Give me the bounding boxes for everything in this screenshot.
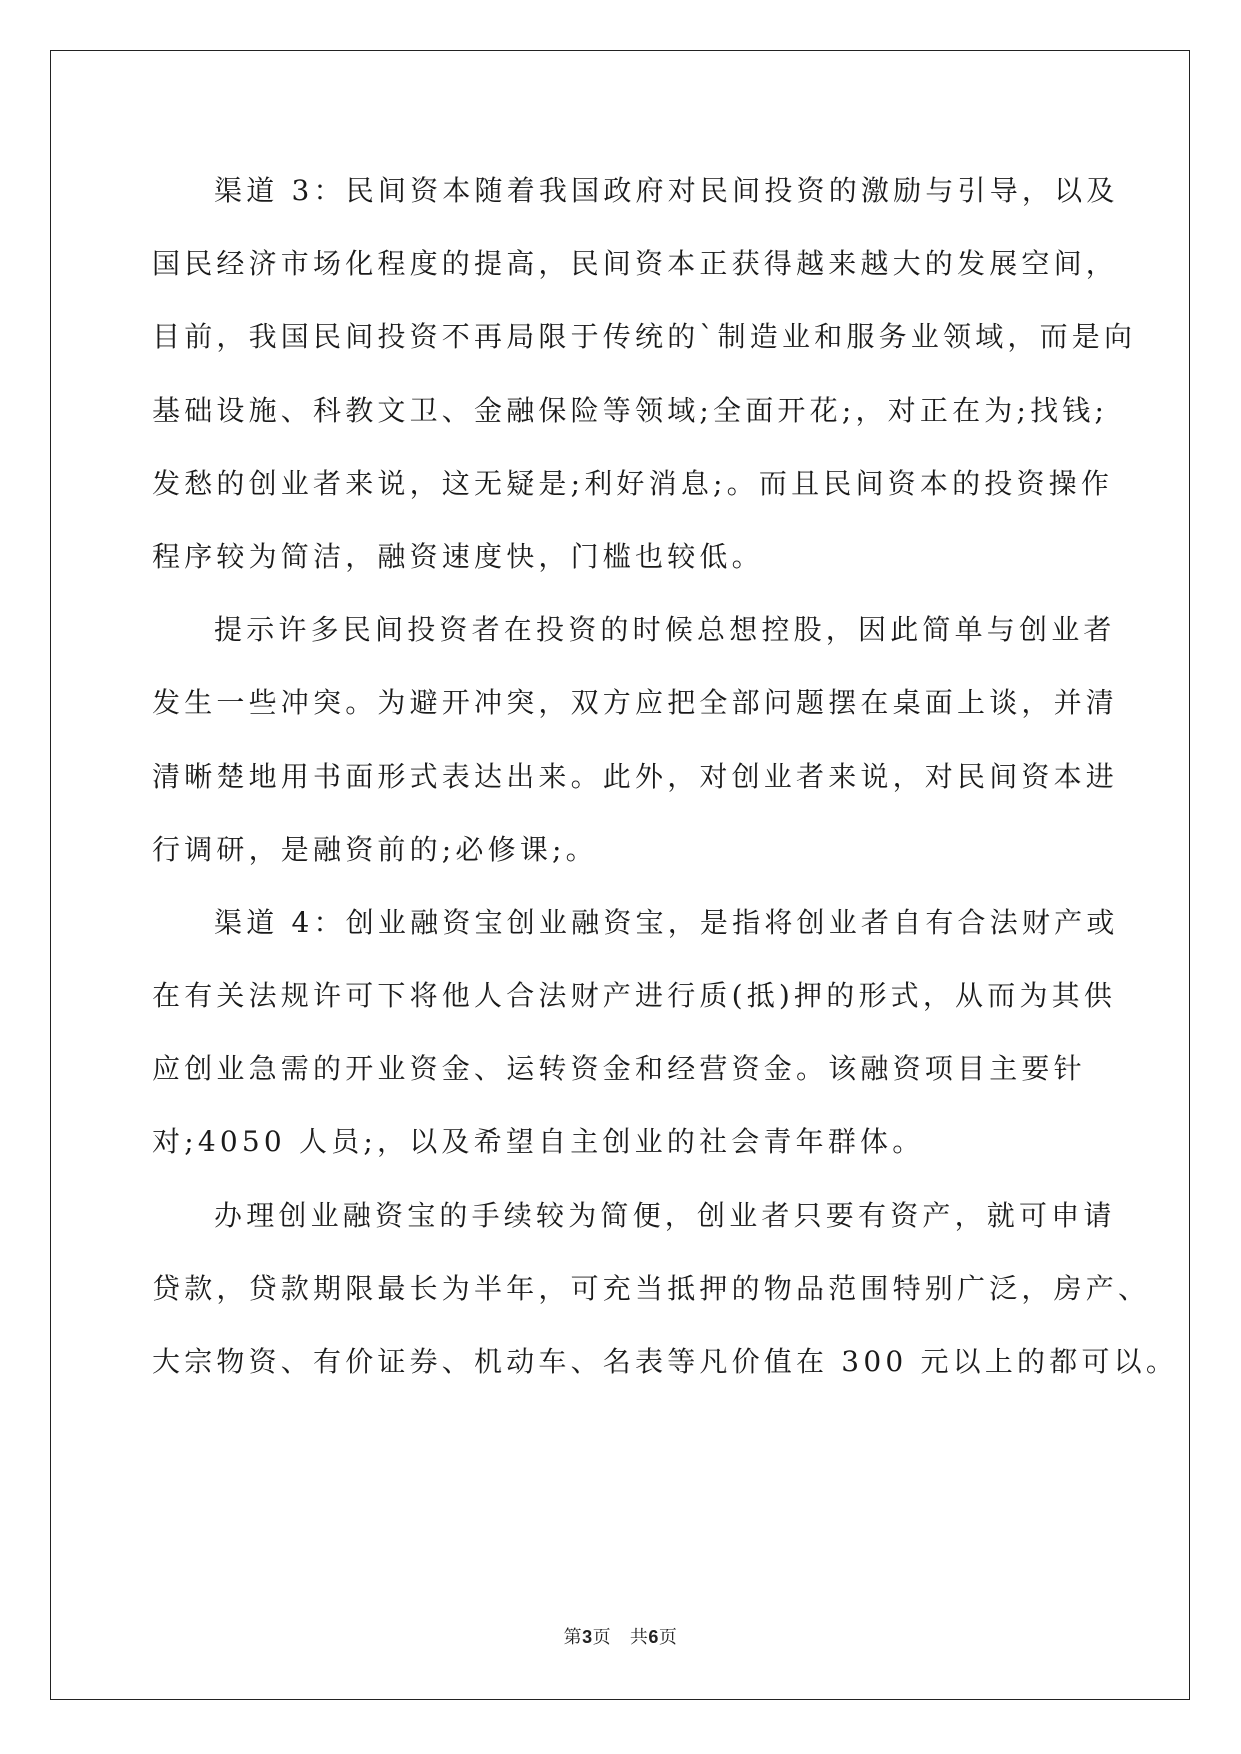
text-line: 行调研，是融资前的;必修课;。: [152, 832, 598, 866]
text-line: 贷款，贷款期限最长为半年，可充当抵押的物品范围特别广泛，房产、: [152, 1271, 1151, 1305]
text-line: 程序较为简洁，融资速度快，门槛也较低。: [152, 539, 764, 573]
footer-page-suffix: 页: [592, 1627, 612, 1648]
text-line: 目前，我国民间投资不再局限于传统的`制造业和服务业领域，而是向: [152, 320, 1137, 354]
text-line: 渠道 4：创业融资宝创业融资宝，是指将创业者自有合法财产或: [214, 905, 1119, 939]
page-footer: [0, 1623, 1241, 1649]
text-line: 渠道 3：民间资本随着我国政府对民间投资的激励与引导，以及: [214, 174, 1119, 207]
text-line: 发愁的创业者来说，这无疑是;利好消息;。而且民间资本的投资操作: [152, 466, 1114, 500]
text-line: 基础设施、科教文卫、金融保险等领域;全面开花;，对正在为;找钱;: [152, 393, 1109, 427]
text-line: 国民经济市场化程度的提高，民间资本正获得越来越大的发展空间，: [152, 247, 1119, 281]
text-line: 在有关法规许可下将他人合法财产进行质(抵)押的形式，从而为其供: [152, 979, 1117, 1013]
total-page-count: 6: [648, 1627, 659, 1647]
text-line: 对;4050 人员;，以及希望自主创业的社会青年群体。: [152, 1125, 925, 1159]
text-line: 应创业急需的开业资金、运转资金和经营资金。该融资项目主要针: [152, 1052, 1086, 1086]
text-line: 大宗物资、有价证券、机动车、名表等凡价值在 300 元以上的都可以。: [152, 1345, 1179, 1378]
current-page-number: 3: [582, 1627, 593, 1647]
footer-total-suffix: 页: [658, 1627, 678, 1648]
footer-prefix: 第: [563, 1627, 583, 1648]
text-line: 提示许多民间投资者在投资的时候总想控股，因此简单与创业者: [214, 613, 1116, 647]
text-line: 清晰楚地用书面形式表达出来。此外，对创业者来说，对民间资本进: [152, 759, 1119, 793]
footer-total-prefix: 共: [629, 1627, 649, 1648]
document-body: [152, 166, 1179, 1410]
text-line: 发生一些冲突。为避开冲突，双方应把全部问题摆在桌面上谈，并清: [152, 686, 1119, 720]
text-line: 办理创业融资宝的手续较为简便，创业者只要有资产，就可申请: [214, 1198, 1116, 1232]
